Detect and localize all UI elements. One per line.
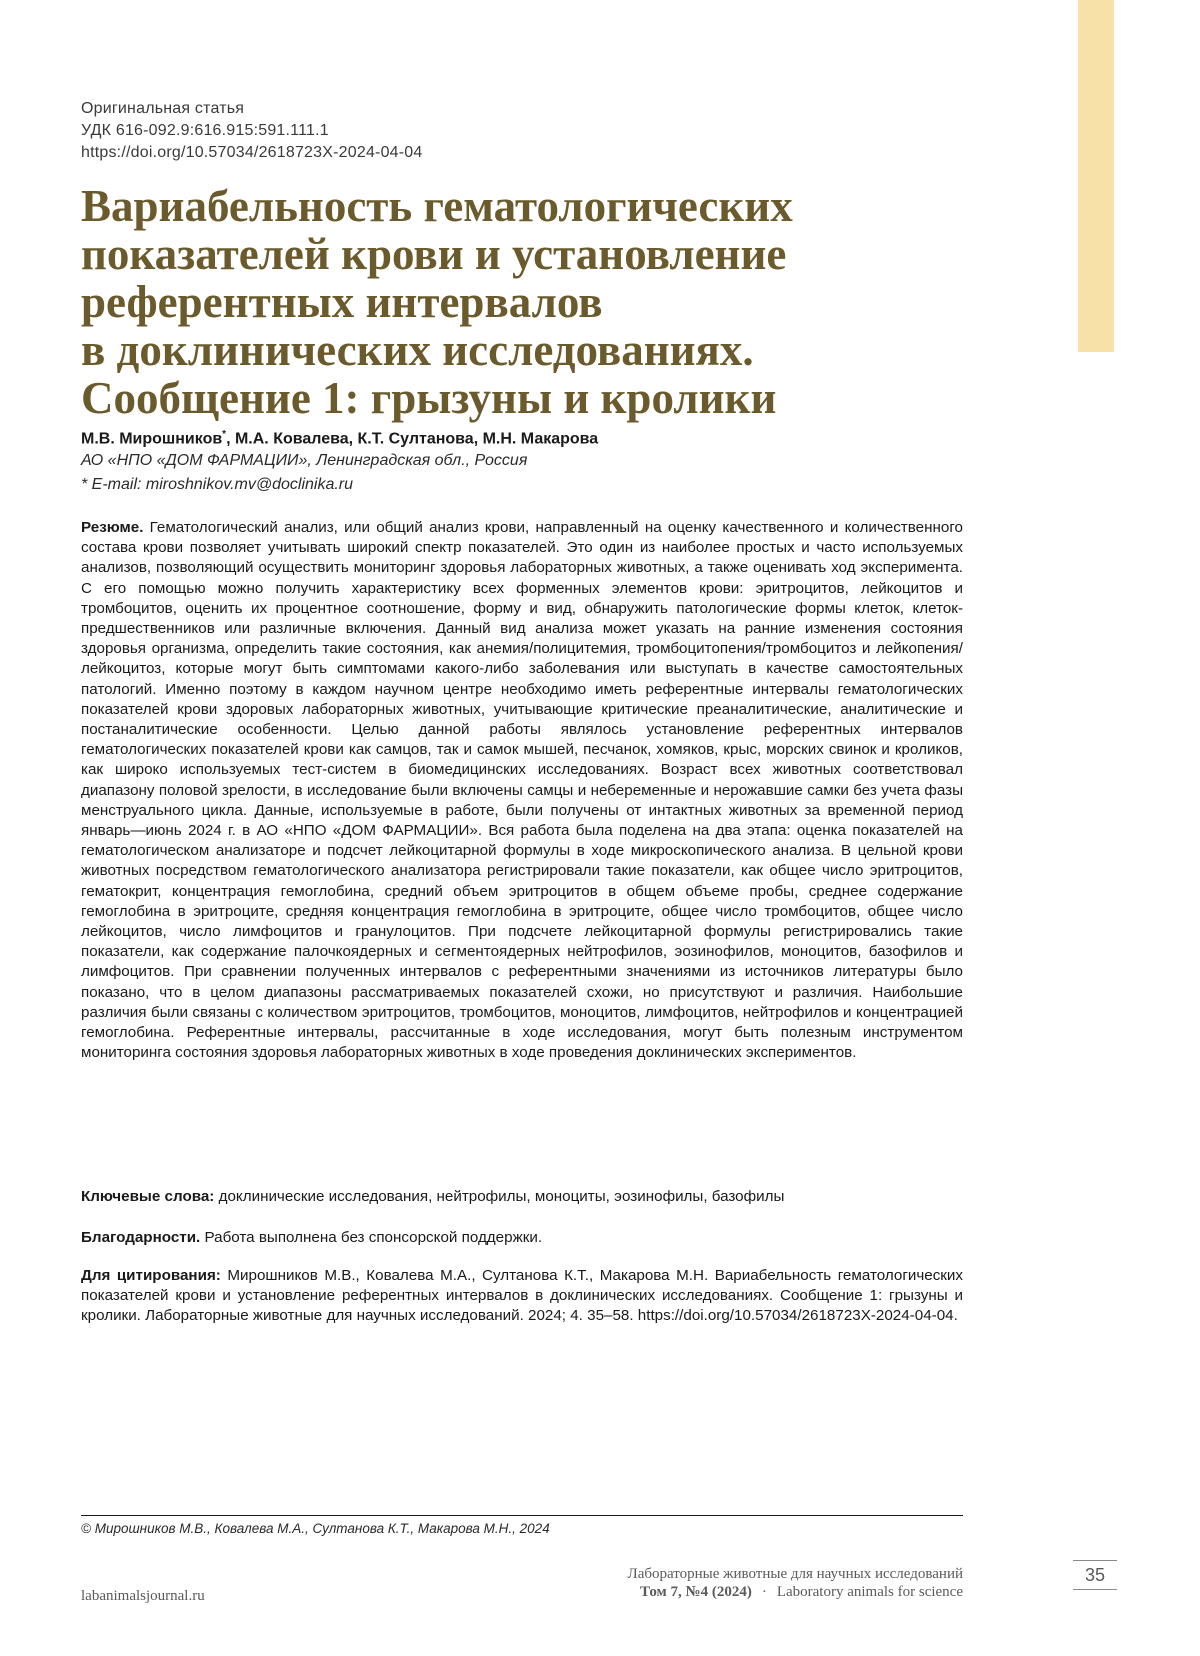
keywords xyxy=(81,1187,963,1207)
decorative-side-bar xyxy=(1078,0,1114,352)
affiliation: АО «НПО «ДОМ ФАРМАЦИИ», Ленинградская обл., Россия xyxy=(81,452,528,469)
title-line: Сообщение 1: грызуны и кролики xyxy=(81,373,777,423)
citation xyxy=(81,1266,963,1327)
copyright-notice: © Мирошников М.В., Ковалева М.А., Султанова К.Т., Макарова М.Н., 2024 xyxy=(81,1521,550,1536)
keywords-text: доклинические исследования, нейтрофилы, моноциты, эозинофилы, базофилы xyxy=(218,1188,785,1205)
title-line: Вариабельность гематологических xyxy=(81,181,793,231)
journal-name-ru: Лабораторные животные для научных исследований xyxy=(627,1566,963,1582)
journal-website[interactable]: labanimalsjournal.ru xyxy=(81,1588,205,1604)
doi-link[interactable]: https://doi.org/10.57034/2618723X-2024-04-04 xyxy=(81,144,423,161)
abstract xyxy=(81,518,963,1063)
title-line: показателей крови и установление xyxy=(81,229,787,279)
page-number: 35 xyxy=(1073,1560,1117,1590)
corresponding-mark: * xyxy=(222,429,227,440)
article-title xyxy=(81,182,961,422)
udc-code: УДК 616-092.9:616.915:591.111.1 xyxy=(81,122,329,139)
abstract-label: Резюме. xyxy=(81,519,144,536)
keywords-label: Ключевые слова: xyxy=(81,1188,215,1205)
article-type: Оригинальная статья xyxy=(81,100,245,117)
first-author: М.В. Мирошников xyxy=(81,430,223,448)
other-authors: , М.А. Ковалева, К.Т. Султанова, М.Н. Макарова xyxy=(226,430,599,448)
article-meta xyxy=(81,98,981,164)
citation-label: Для цитирования: xyxy=(81,1267,221,1284)
title-line: референтных интервалов xyxy=(81,277,603,327)
footnote-divider xyxy=(81,1515,963,1516)
author-list xyxy=(81,425,981,449)
footer-separator: · xyxy=(761,1584,767,1600)
acknowledgements xyxy=(81,1228,963,1248)
journal-volume: Том 7, №4 (2024) xyxy=(640,1584,752,1600)
abstract-text: Гематологический анализ, или общий анализ крови, направленный на оценку качественного и количественного состава крови позволяет учитывать широкий спектр показателей. Это один из наиболее простых и часто используемых анализов, позволяющий осуществить мониторинг здоровья лабораторных животных, а также оценивать ход эксперимента. С его помощью можно получить характеристику всех форменных элементов крови: эритроцитов, лейкоцитов и тромбоцитов, оценить их процентное соотношение, форму и вид, обнаружить патологические формы клеток, клеток-предшественников или различные включения. Данный вид анализа может указать на ранние изменения состояния здоровья организма, определить такие состояния, как анемия/полицитемия, тромбоцитопения/тромбоцитоз и лейкопения/лейкоцитоз, которые могут быть симптомами какого-либо заболевания или выступать в качестве самостоятельных патологий. Именно поэтому в каждом научном центре необходимо иметь референтные интервалы гематологических показателей крови здоровых лабораторных животных, учитывающие критические преаналитические, аналитические и постаналитические особенности. Целью данной работы являлось установление референтных интервалов гематологических показателей крови как самцов, так и самок мышей, песчанок, хомяков, крыс, морских свинок и кроликов, как широко используемых тест-систем в биомедицинских исследованиях. Возраст всех животных соответствовал диапазону половой зрелости, в исследование были включены самцы и небеременные и нерожавшие самки без учета фазы менструального цикла. Данные, используемые в работе, были получены от интактных животных за временной период январь—июнь 2024 г. в АО «НПО «ДОМ ФАРМАЦИИ». Вся работа была поделена на два этапа: оценка показателей на гематологическом анализаторе и подсчет лейкоцитарной формулы в ходе микроскопического анализа. В цельной крови животных посредством гематологического анализатора регистрировали такие показатели, как общее число эритроцитов, гематокрит, концентрация гемоглобина, средний объем эритроцитов в общем объеме пробы, среднее содержание гемоглобина в эритроците, средняя концентрация гемоглобина в эритроците, общее число тромбоцитов, общее число лейкоцитов, число лимфоцитов и гранулоцитов. При подсчете лейкоцитарной формулы регистрировались такие показатели, как содержание палочкоядерных и сегментоядерных нейтрофилов, эозинофилов, моноцитов, базофилов и лимфоцитов. При сравнении полученных интервалов с референтными значениями из источников литературы было показано, что в целом диапазоны рассматриваемых показателей схожи, но присутствуют и различия. Наибольшие различия были связаны с количеством эритроцитов, тромбоцитов, моноцитов, лимфоцитов, нейтрофилов и концентрацией гемоглобина. Референтные интервалы, рассчитанные в ходе исследования, могут быть полезным инструментом мониторинга состояния здоровья лабораторных животных в ходе проведения доклинических экспериментов. xyxy=(81,519,963,1062)
journal-name-en: Laboratory animals for science xyxy=(776,1584,963,1600)
acknowledgements-label: Благодарности. xyxy=(81,1229,201,1246)
citation-text: Мирошников М.В., Ковалева М.А., Султанова К.Т., Макарова М.Н. Вариабельность гематологических показателей крови и установление референтных интервалов в доклинических исследованиях. Сообщение 1: грызуны и кролики. Лабораторные животные для научных исследований. 2024; 4. 35–58. https://doi.org/10.57034/2618723X-2024-04-04. xyxy=(81,1267,964,1325)
contact-email[interactable]: * E-mail: miroshnikov.mv@doclinika.ru xyxy=(81,476,354,493)
acknowledgements-text: Работа выполнена без спонсорской поддержки. xyxy=(204,1229,543,1246)
journal-running-footer xyxy=(470,1565,963,1601)
title-line: в доклинических исследованиях. xyxy=(81,325,754,375)
